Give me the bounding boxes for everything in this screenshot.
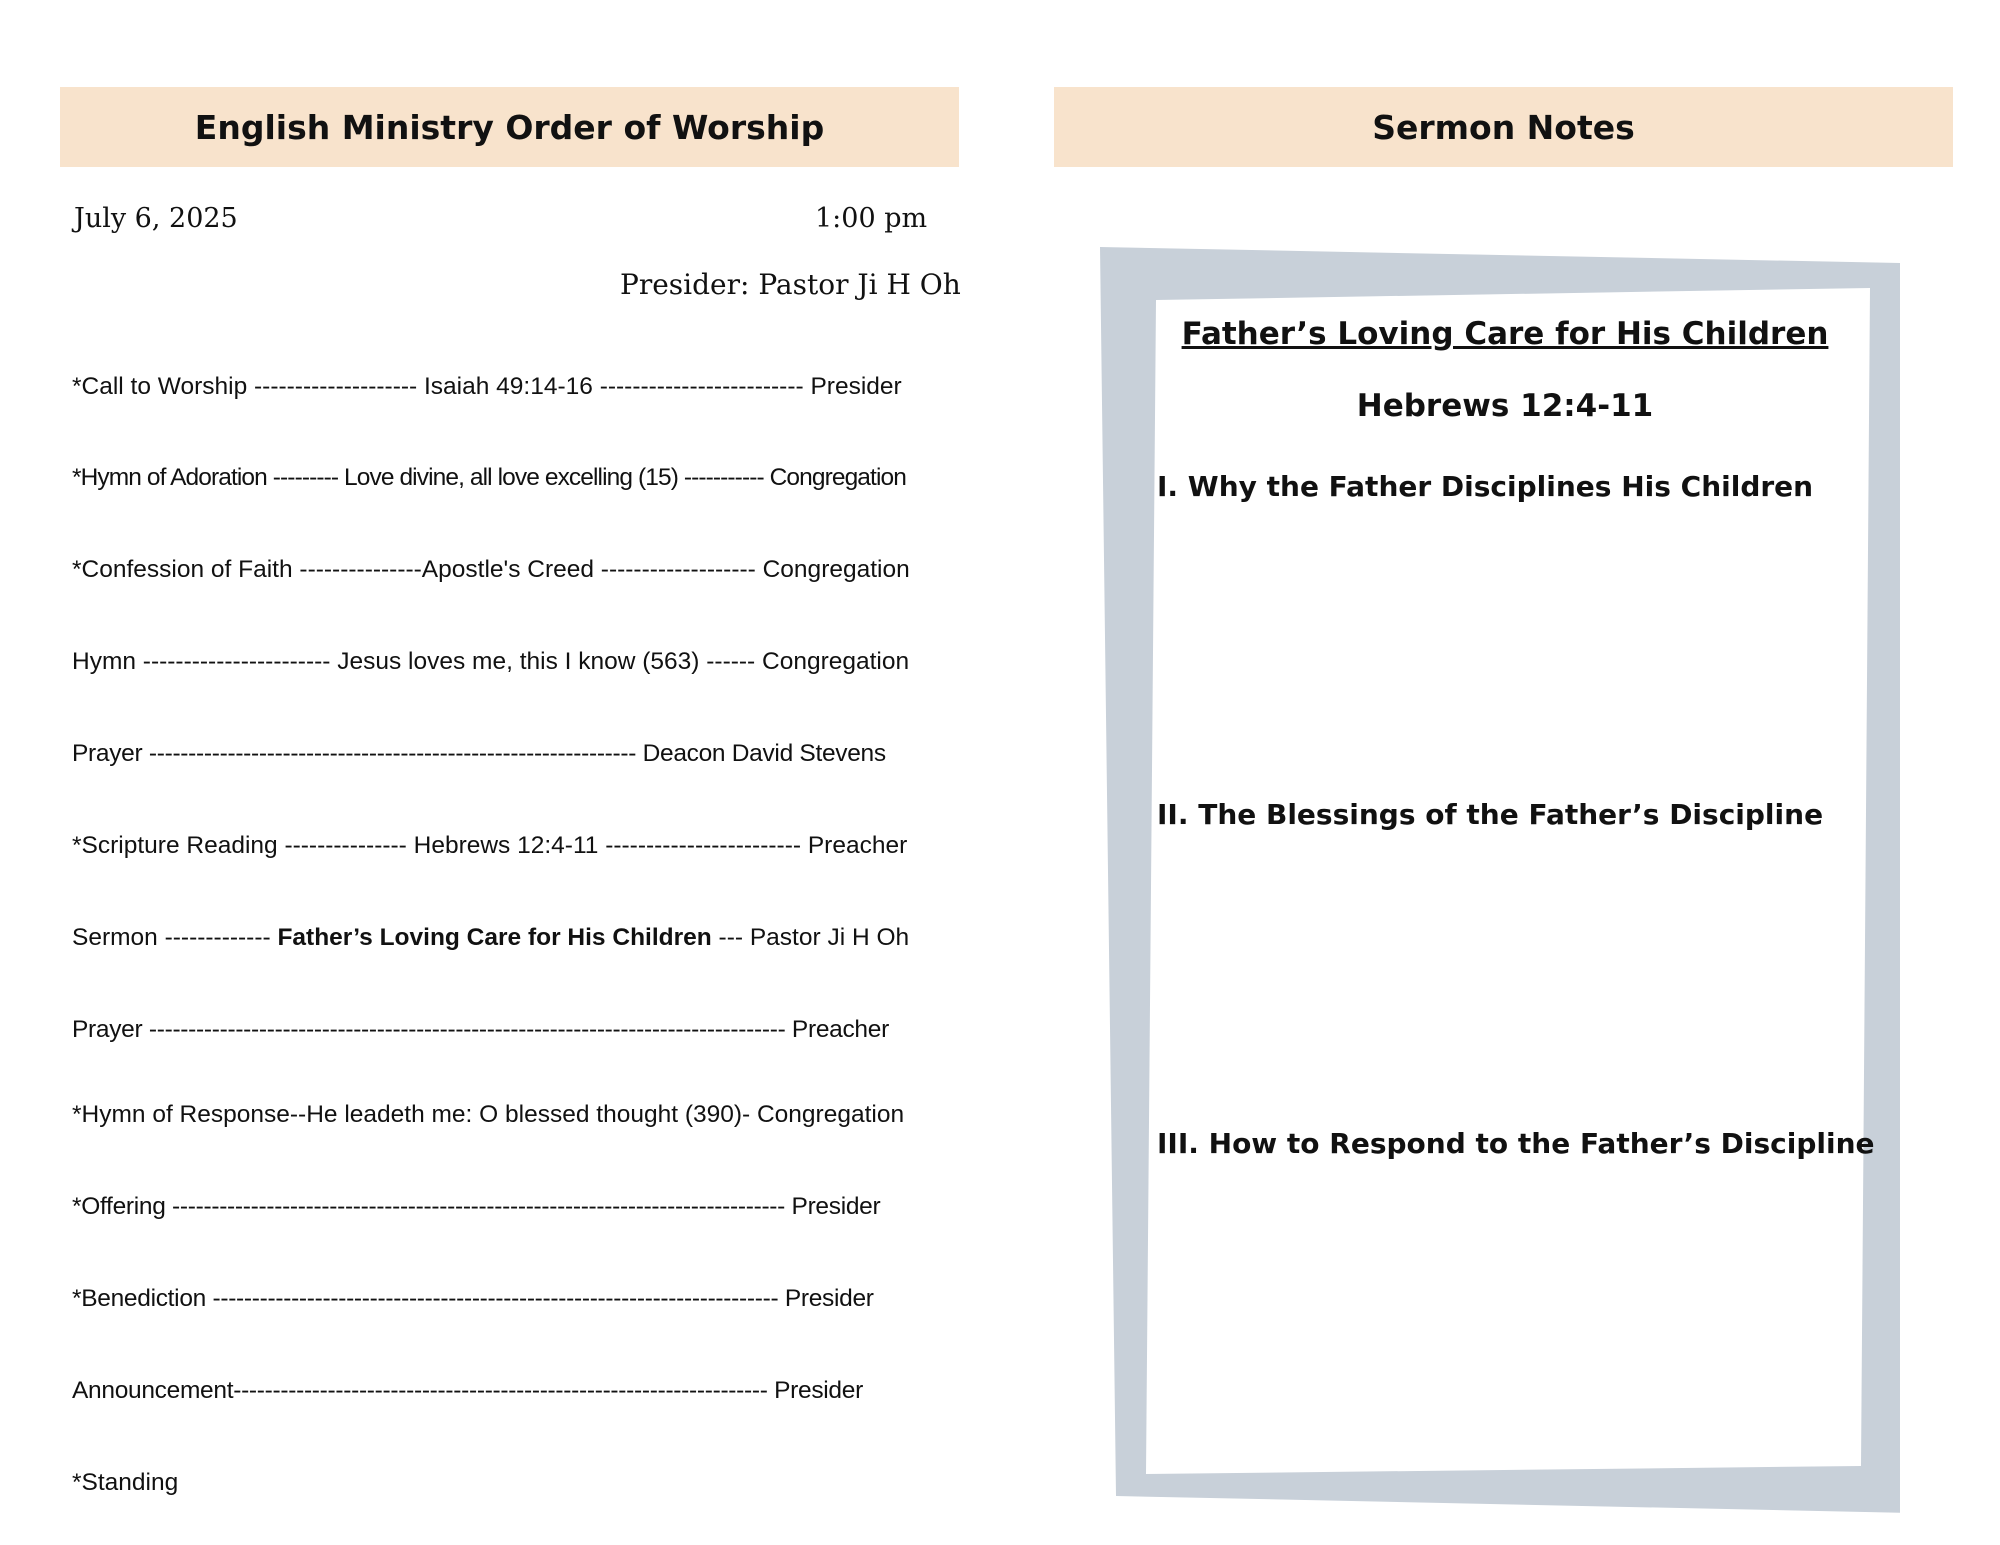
notes-frame (1100, 243, 1900, 1513)
order-item (72, 1468, 178, 1498)
order-item-text: *Standing (72, 1469, 179, 1496)
order-item-text: *Hymn of Adoration --------- Love divine, all love excelling (15) ----------- Congregation (72, 464, 906, 491)
sermon-notes-heading: Sermon Notes (1372, 107, 1635, 147)
sermon-suffix: --- Pastor Ji H Oh (711, 924, 910, 951)
order-item-text: *Scripture Reading --------------- Hebrews 12:4-11 ------------------------ Preacher (72, 832, 908, 859)
order-item (72, 647, 909, 677)
order-item-text: Announcement-------------------------------------------------------------------- Presider (72, 1377, 863, 1404)
order-item-text: *Offering ------------------------------------------------------------------------------ Presider (72, 1193, 881, 1220)
sermon-point-3: III. How to Respond to the Father’s Discipline (1157, 1127, 1875, 1160)
order-item-text: Prayer --------------------------------------------------------------------------------- Preacher (72, 1016, 889, 1043)
sermon-point-2: II. The Blessings of the Father’s Discipline (1157, 798, 1824, 831)
order-of-worship-heading: English Ministry Order of Worship (194, 107, 825, 147)
order-item (72, 1015, 889, 1045)
order-item (72, 1192, 880, 1222)
sermon-notes-banner (1054, 87, 1953, 167)
order-item (72, 739, 886, 769)
order-item (72, 1376, 863, 1406)
order-item-text: Prayer -------------------------------------------------------------- Deacon David Stevens (72, 740, 886, 767)
order-item-text: Hymn ----------------------- Jesus loves me, this I know (563) ------ Congregation (72, 648, 910, 675)
sermon-prefix: Sermon ------------- (72, 924, 278, 951)
order-item (72, 372, 902, 402)
service-date: July 6, 2025 (74, 203, 238, 234)
order-item-text: *Confession of Faith ---------------Apostle's Creed ------------------- Congregation (72, 556, 910, 583)
order-item (72, 831, 907, 861)
scripture-reference: Hebrews 12:4-11 (1356, 388, 1654, 424)
order-item (72, 1100, 904, 1130)
order-of-worship-banner (60, 87, 959, 167)
order-item-text: *Hymn of Response--He leadeth me: O blessed thought (390)- Congregation (72, 1101, 905, 1128)
order-item-text: *Benediction ------------------------------------------------------------------------ Presider (72, 1285, 874, 1312)
sermon-title: Father’s Loving Care for His Children (1181, 316, 1829, 352)
presider-line: Presider: Pastor Ji H Oh (620, 268, 961, 301)
order-item (72, 555, 910, 585)
order-item-sermon (72, 923, 909, 953)
service-time: 1:00 pm (815, 203, 928, 234)
sermon-point-1: I. Why the Father Disciplines His Children (1157, 470, 1814, 503)
order-item (72, 463, 906, 493)
sermon-title-inline: Father’s Loving Care for His Children (277, 924, 712, 951)
order-item-text: *Call to Worship -------------------- Isaiah 49:14-16 ------------------------- Presider (72, 373, 902, 400)
notes-frame-border (1100, 247, 1900, 1513)
order-item (72, 1284, 874, 1314)
